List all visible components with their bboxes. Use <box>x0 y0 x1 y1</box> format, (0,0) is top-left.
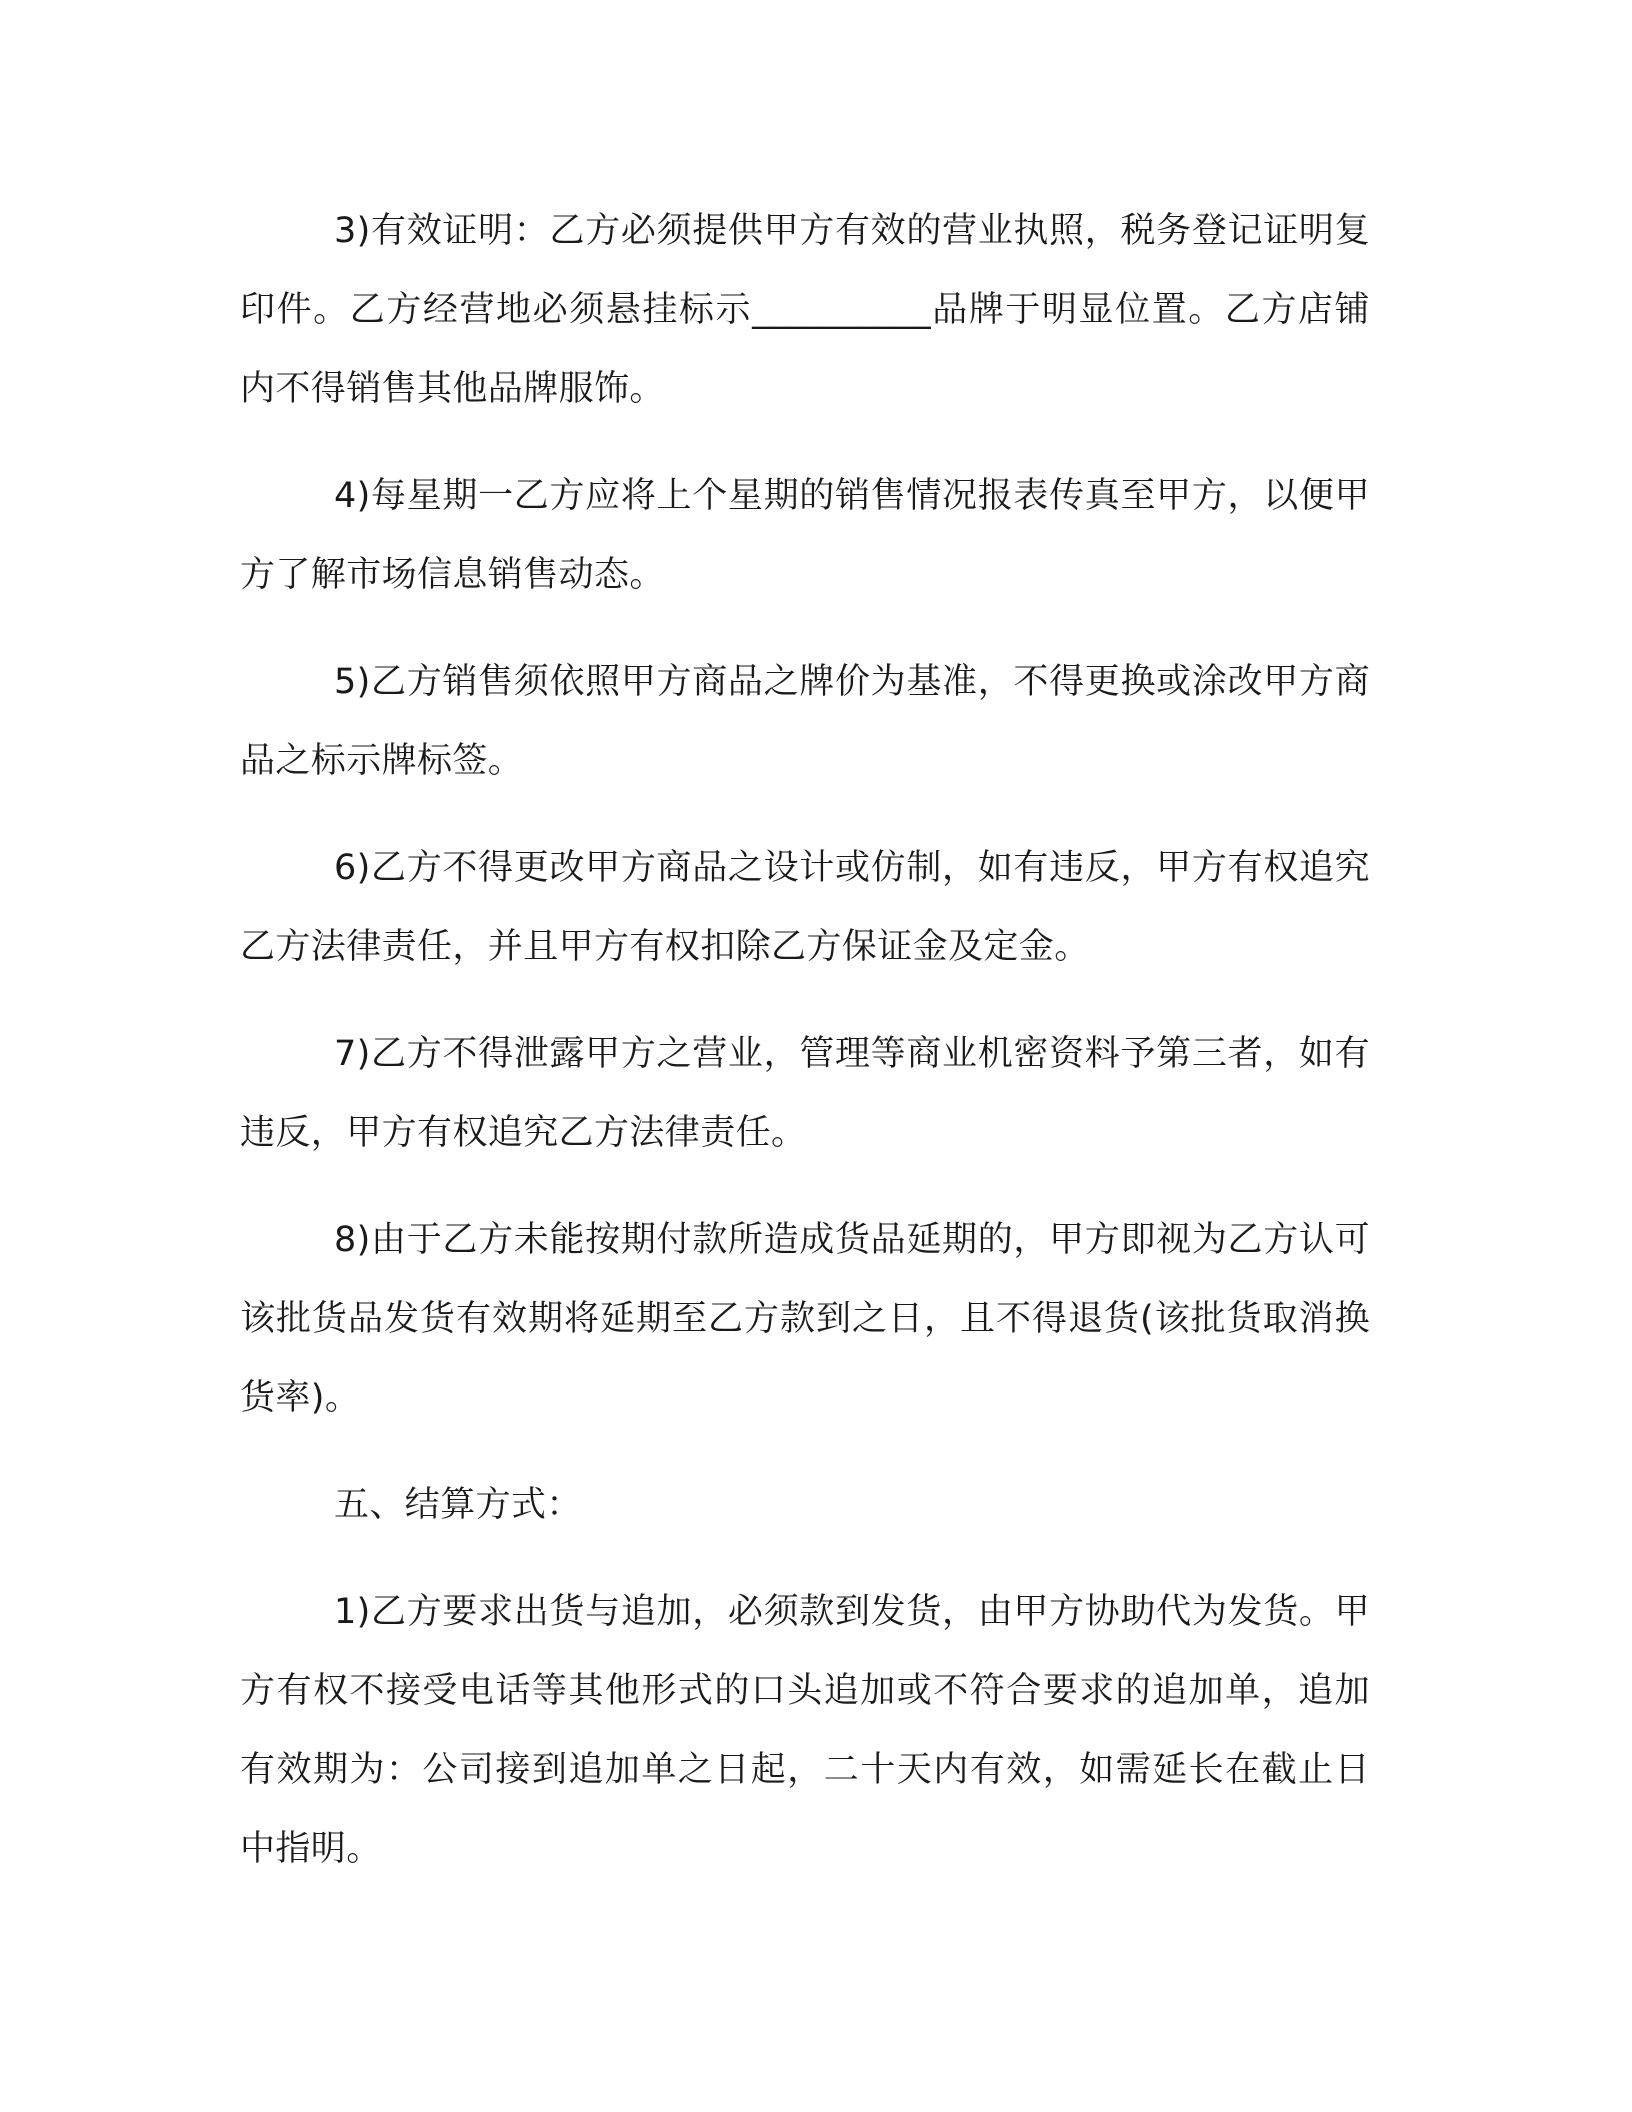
section-heading-settlement: 五、结算方式： <box>334 1485 582 1525</box>
clause-4: 4)每星期一乙方应将上个星期的销售情况报表传真至甲方，以便甲方了解市场信息销售动态。 <box>240 476 1370 595</box>
clause-7: 7)乙方不得泄露甲方之营业，管理等商业机密资料予第三者，如有违反，甲方有权追究乙方法律责任。 <box>240 1034 1370 1153</box>
document-body <box>240 192 1370 1917</box>
clause-5: 5)乙方销售须依照甲方商品之牌价为基准，不得更换或涂改甲方商品之标示牌标签。 <box>240 662 1370 781</box>
clause-6: 6)乙方不得更改甲方商品之设计或仿制，如有违反，甲方有权追究乙方法律责任，并且甲方有权扣除乙方保证金及定金。 <box>240 848 1370 967</box>
clause-8: 8)由于乙方未能按期付款所造成货品延期的，甲方即视为乙方认可该批货品发货有效期将延期至乙方款到之日，且不得退货(该批货取消换货率)。 <box>240 1220 1370 1418</box>
settlement-clause-1: 1)乙方要求出货与追加，必须款到发货，由甲方协助代为发货。甲方有权不接受电话等其他形式的口头追加或不符合要求的追加单，追加有效期为：公司接到追加单之日起，二十天内有效，如需延长在截止日中指明。 <box>240 1592 1370 1869</box>
clause-3: 3)有效证明：乙方必须提供甲方有效的营业执照，税务登记证明复印件。乙方经营地必须悬挂标示__________品牌于明显位置。乙方店铺内不得销售其他品牌服饰。 <box>240 211 1370 409</box>
